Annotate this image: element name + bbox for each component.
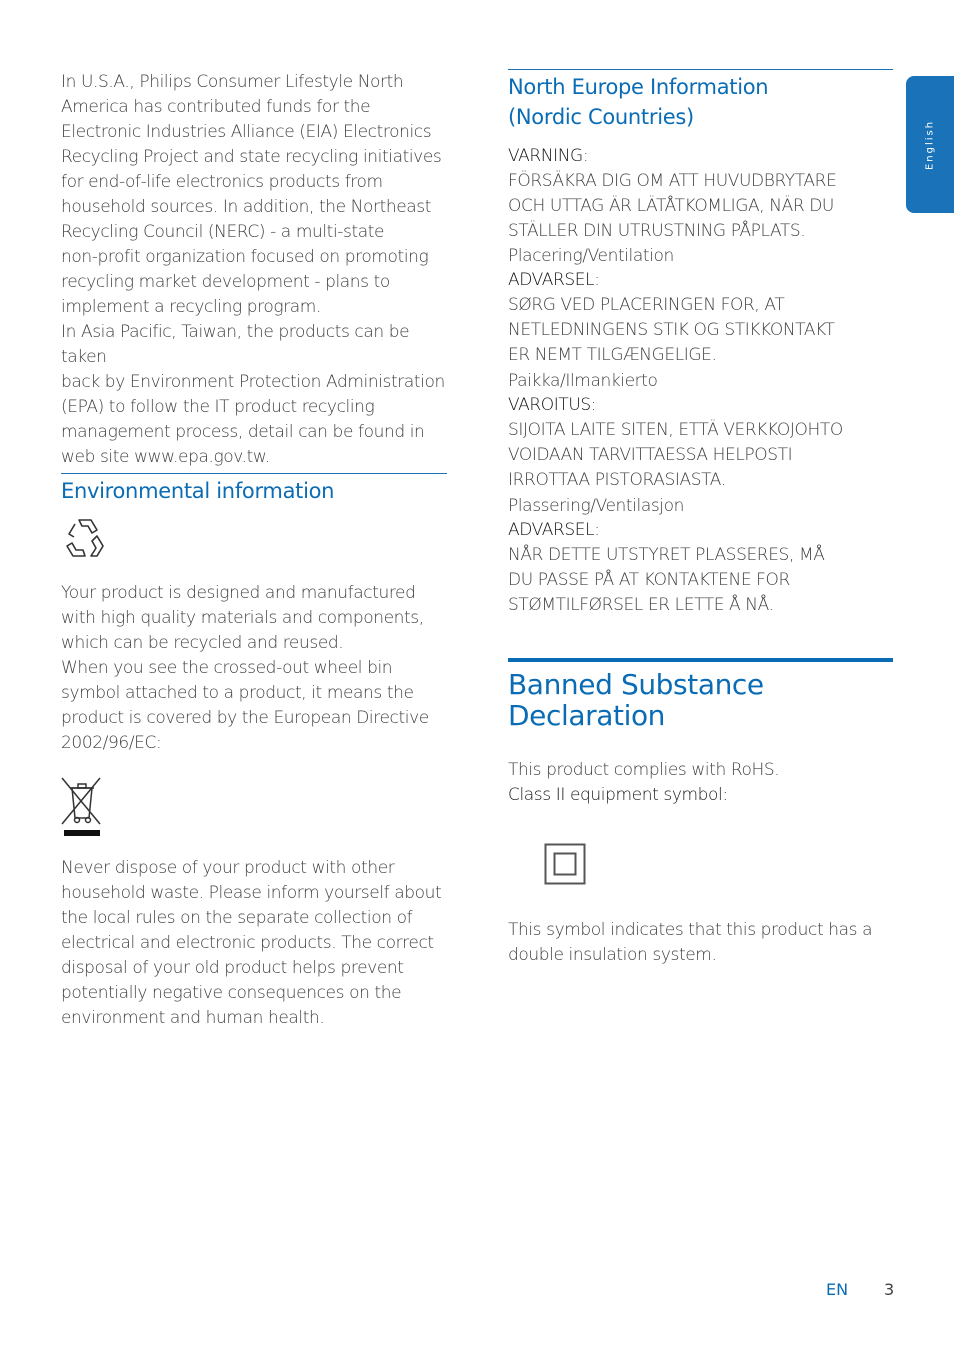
environmental-text-2: Never dispose of your product with other household waste. Please inform yourself about the local rules on the separate collection of electrical and electronic products. The correct disposal of your old product helps prevent potentially negative consequences on the environment and human health. [61,858,442,1028]
environmental-text-1: Your product is designed and manufactured with high quality materials and components, which can be recycled and reused. When you see the crossed-out wheel bin symbol attached to a product, it means the product is covered by the European Directive 2002/96/EC: [61,583,429,753]
nordic-heading-line2: (Nordic Countries) [508,105,694,129]
norwegian-heading: Plassering/Ventilasjon [508,496,685,516]
banned-heading-line1: Banned Substance [508,668,764,701]
nordic-heading-line1: North Europe Information [508,75,769,99]
swedish-warning-text: FÖRSÄKRA DIG OM ATT HUVUDBRYTARE OCH UTTAG ÄR LÄTÅTKOMLIGA, NÄR DU STÄLLER DIN UTRUSTNING PÅPLATS. [508,171,837,241]
section-divider-thick [508,658,893,662]
language-tab-label: English [924,119,936,170]
recycle-icon [61,514,109,562]
page-number: 3 [884,1280,895,1299]
class-ii-double-square-icon [544,843,586,885]
footer-language: EN [826,1280,849,1299]
language-tab [906,76,954,213]
finnish-warning-label: VAROITUS: [508,395,597,415]
norwegian-warning-text: NÅR DETTE UTSTYRET PLASSERES, MÅ DU PASSE PÅ AT KONTAKTENE FOR STØMTILFØRSEL ER LETTE Å NÅ. [508,545,825,615]
danish-warning-text: SØRG VED PLACERINGEN FOR, AT NETLEDNINGENS STIK OG STIKKONTAKT ER NEMT TILGÆNGELIGE. [508,295,835,365]
danish-warning-label: ADVARSEL: [508,270,600,290]
norwegian-warning-label: ADVARSEL: [508,520,600,540]
swedish-warning-label: VARNING: [508,146,589,166]
class2-description: This symbol indicates that this product has a double insulation system. [508,920,873,965]
section-divider [508,69,893,70]
danish-heading: Placering/Ventilation [508,246,674,266]
environmental-heading: Environmental information [61,479,335,503]
banned-heading-line2: Declaration [508,699,666,732]
recycling-intro-text: In U.S.A., Philips Consumer Lifestyle North America has contributed funds for the Electronic Industries Alliance (EIA) Electronics Recycling Project and state recycling initiatives for end-of-life electronics products from household sources. In addition, the Northeast Recycling Council (NERC) - a multi-state non-profit organization focused on promoting recycling market development - plans to implement a recycling program. In Asia Pacific, Taiwan, the products can be taken back by Environment Protection Administration (EPA) to follow the IT product recycling management process, detail can be found in web site www.epa.gov.tw. [61,72,445,467]
finnish-warning-text: SIJOITA LAITE SITEN, ETTÄ VERKKOJOHTO VOIDAAN TARVITTAESSA HELPOSTI IRROTTAA PISTORASIASTA. [508,420,843,490]
crossed-out-wheelie-bin-icon [60,774,104,838]
section-divider [61,473,447,474]
rohs-text: This product complies with RoHS. [508,760,780,780]
finnish-heading: Paikka/Ilmankierto [508,371,658,391]
class2-label: Class II equipment symbol: [508,785,728,805]
